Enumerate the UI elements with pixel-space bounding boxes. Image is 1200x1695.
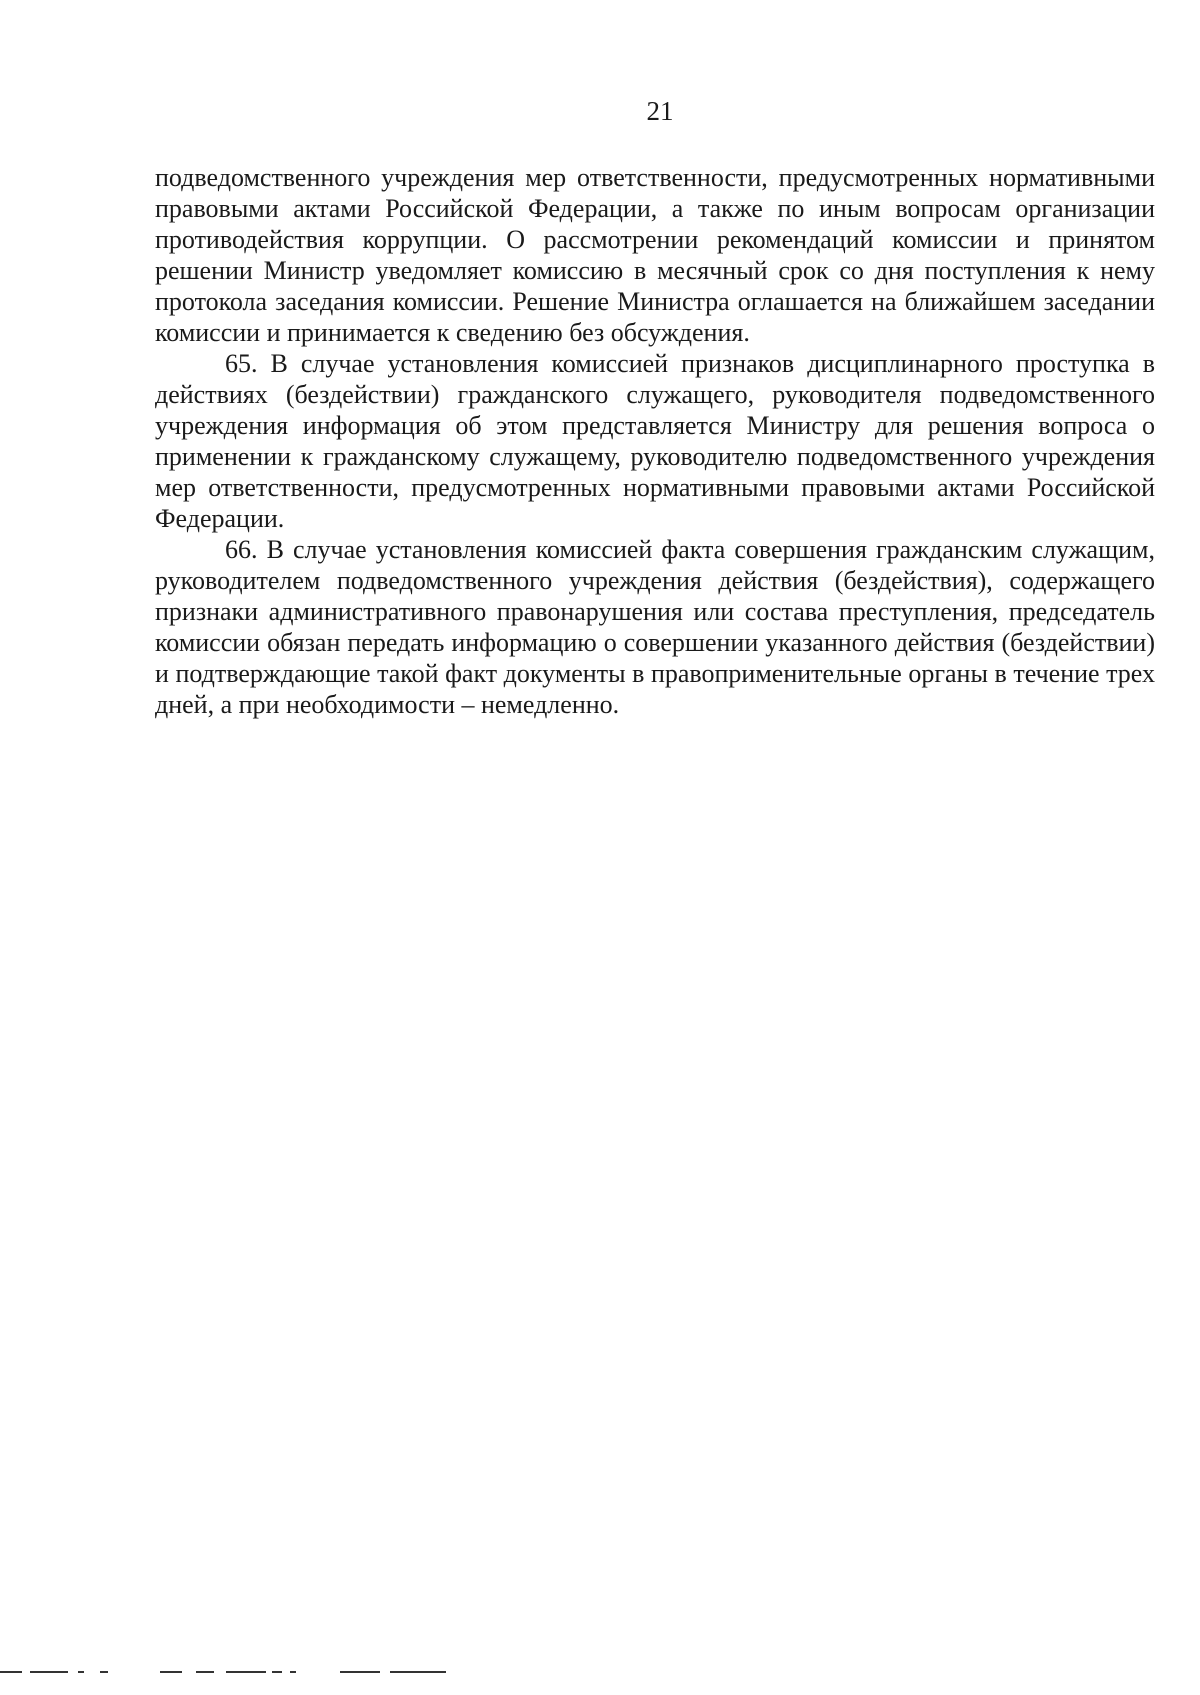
page-number: 21 [646,96,674,126]
paragraph-continuation: подведомственного учреждения мер ответственности, предусмотренных нормативными правовыми актами Российской Федерации, а также по иным вопросам организации противодействия коррупции. О рассмотрении рекомендаций комиссии и принятом решении Министр уведомляет комиссию в месячный срок со дня поступления к нему протокола заседания комиссии. Решение Министра оглашается на ближайшем заседании комиссии и принимается к сведению без обсуждения. [155,163,1155,347]
scan-edge-artifact [0,1671,460,1675]
paragraph-66: 66. В случае установления комиссией факта совершения гражданским служащим, руководителем подведомственного учреждения действия (бездействия), содержащего признаки административного правонарушения или состава преступления, председатель комиссии обязан передать информацию о совершении указанного действия (бездействии) и подтверждающие такой факт документы в правоприменительные органы в течение трех дней, а при необходимости – немедленно. [155,535,1155,719]
paragraph-65: 65. В случае установления комиссией признаков дисциплинарного проступка в действиях (бездействии) гражданского служащего, руководителя подведомственного учреждения информация об этом представляется Министру для решения вопроса о применении к гражданскому служащему, руководителю подведомственного учреждения мер ответственности, предусмотренных нормативными правовыми актами Российской Федерации. [155,349,1155,533]
document-body [155,162,1155,720]
